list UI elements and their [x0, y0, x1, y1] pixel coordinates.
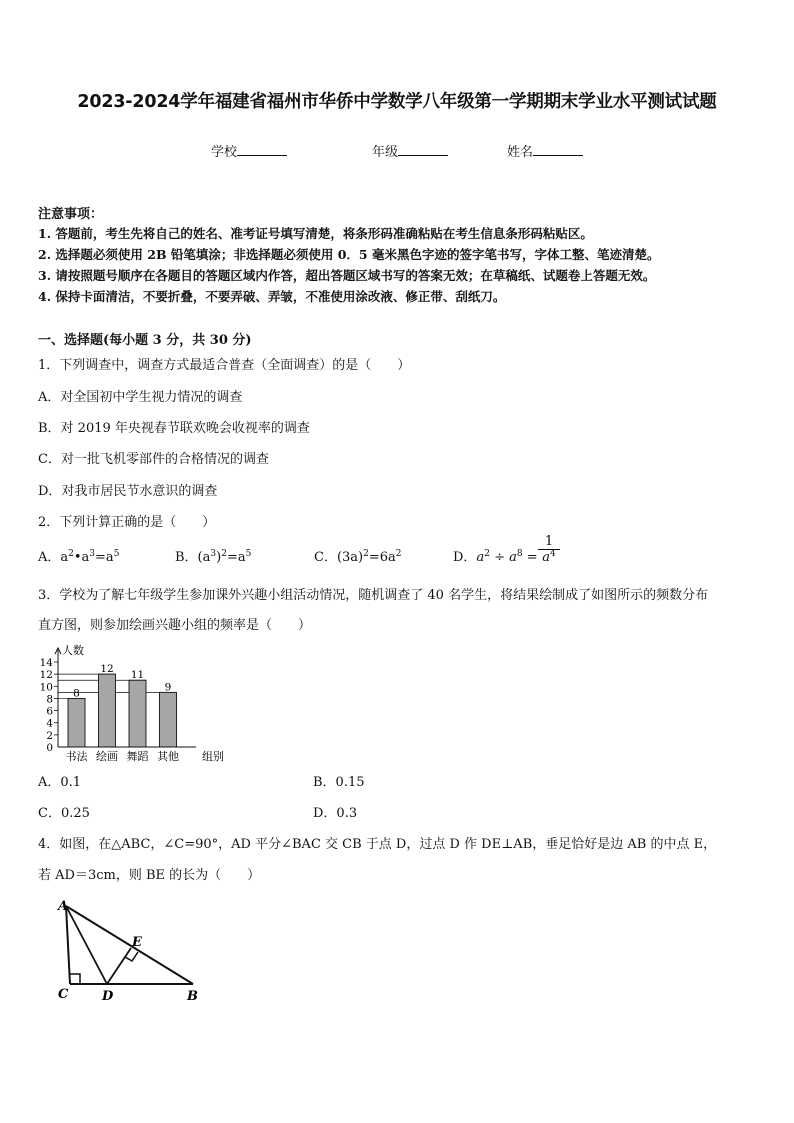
q4-stem-line1: 4．如图，在△ABC，∠C=90°，AD 平分∠BAC 交 CB 于点 D，过点 D 作 DE⊥AB，垂足恰好是边 AB 的中点 E， — [38, 837, 717, 852]
histogram-bar — [160, 692, 177, 747]
q3-option-c: C．0.25 — [38, 806, 90, 821]
right-angle-c — [70, 974, 80, 984]
triangle-svg — [54, 896, 204, 1006]
label-a: A — [58, 899, 69, 914]
q3-stem-line1: 3．学校为了解七年级学生参加课外兴趣小组活动情况，随机调查了 40 名学生，将结果绘制成了如图所示的频数分布 — [38, 588, 709, 603]
grade-blank — [398, 143, 448, 156]
fraction-numerator: 1 — [544, 534, 554, 549]
bar-data-label: 9 — [164, 681, 172, 694]
q1-option-a: A．对全国初中学生视力情况的调查 — [38, 390, 243, 405]
q4-stem-line2: 若 AD＝3cm，则 BE 的长为（ ） — [38, 868, 261, 883]
q2-option-d: D．$a^2 \div a^8$ = — [453, 549, 538, 565]
x-axis-label: 组别 — [202, 750, 224, 762]
q2-option-c: C．$(3a)^2=6a^2$ — [314, 549, 402, 565]
category-label: 舞蹈 — [126, 750, 149, 762]
q1-option-d: D．对我市居民节水意识的调查 — [38, 484, 218, 499]
q3-option-b: B．0.15 — [313, 775, 365, 790]
q2-option-b: B．$(a^3)^2=a^5$ — [175, 549, 252, 565]
q1-option-b: B．对 2019 年央视春节联欢晚会收视率的调查 — [38, 421, 310, 436]
q2-option-a: A．$a^2•a^3=a^5$ — [38, 549, 120, 565]
category-label: 书法 — [65, 750, 88, 762]
grade-label: 年级 — [372, 145, 399, 160]
category-label: 其他 — [157, 750, 179, 762]
segment-de — [107, 948, 131, 984]
histogram-bar — [129, 680, 146, 747]
name-field — [507, 141, 583, 160]
section-heading: 一、选择题(每小题 3 分，共 30 分) — [38, 333, 252, 348]
q3-option-d: D．0.3 — [313, 806, 358, 821]
school-field — [211, 141, 287, 160]
y-axis-label: 人数 — [62, 644, 84, 657]
y-tick-label: 2 — [46, 729, 53, 742]
grade-field — [372, 141, 448, 160]
q1-option-c: C．对一批飞机零部件的合格情况的调查 — [38, 452, 269, 467]
y-tick-label: 12 — [39, 669, 53, 682]
histogram-bar — [99, 674, 116, 747]
label-c: C — [58, 987, 69, 1002]
name-blank — [533, 143, 583, 156]
q3-stem-line2: 直方图，则参加绘画兴趣小组的频率是（ ） — [38, 618, 312, 633]
q3-option-a: A．0.1 — [38, 775, 82, 790]
segment-ac — [66, 906, 70, 984]
notice-item-1: 1. 答题前，考生先将自己的姓名、准考证号填写清楚，将条形码准确粘贴在考生信息条形码粘贴区。 — [38, 226, 593, 241]
notice-heading: 注意事项： — [38, 207, 104, 222]
fraction-denominator: $a^4$ — [542, 549, 556, 565]
notice-item-2: 2. 选择题必须使用 2B 铅笔填涂；非选择题必须使用 0．5 毫米黑色字迹的签字笔书写，字体工整、笔迹清楚。 — [38, 247, 660, 262]
y-tick-label: 10 — [39, 681, 53, 694]
y-tick-label: 0 — [46, 742, 53, 754]
label-d: D — [102, 989, 114, 1004]
document-title: 2023-2024学年福建省福州市华侨中学数学八年级第一学期期末学业水平测试试题 — [77, 92, 717, 112]
triangle-figure — [54, 896, 204, 1006]
q2-fraction — [538, 534, 560, 567]
q2-stem: 2．下列计算正确的是（ ） — [38, 515, 216, 530]
y-tick-label: 6 — [46, 705, 53, 718]
histogram-chart — [36, 640, 236, 762]
school-label: 学校 — [211, 145, 238, 160]
label-b: B — [187, 989, 198, 1004]
histogram-bar — [68, 698, 85, 747]
notice-item-4: 4. 保持卡面清洁，不要折叠，不要弄破、弄皱，不准使用涂改液、修正带、刮纸刀。 — [38, 289, 506, 304]
y-tick-label: 14 — [39, 657, 53, 669]
bar-data-label: 8 — [73, 687, 80, 700]
bar-data-label: 12 — [100, 663, 114, 676]
y-tick-label: 8 — [46, 693, 53, 706]
name-label: 姓名 — [507, 145, 534, 160]
segment-ab — [66, 906, 193, 984]
category-label: 绘画 — [96, 750, 118, 762]
y-tick-label: 4 — [46, 717, 53, 730]
label-e: E — [132, 935, 142, 950]
histogram-svg — [36, 640, 236, 762]
bar-data-label: 11 — [130, 669, 145, 682]
q1-stem: 1．下列调查中，调查方式最适合普查（全面调查）的是（ ） — [38, 358, 411, 373]
notice-item-3: 3. 请按照题号顺序在各题目的答题区域内作答，超出答题区域书写的答案无效；在草稿纸、试题卷上答题无效。 — [38, 268, 656, 283]
school-blank — [237, 143, 287, 156]
